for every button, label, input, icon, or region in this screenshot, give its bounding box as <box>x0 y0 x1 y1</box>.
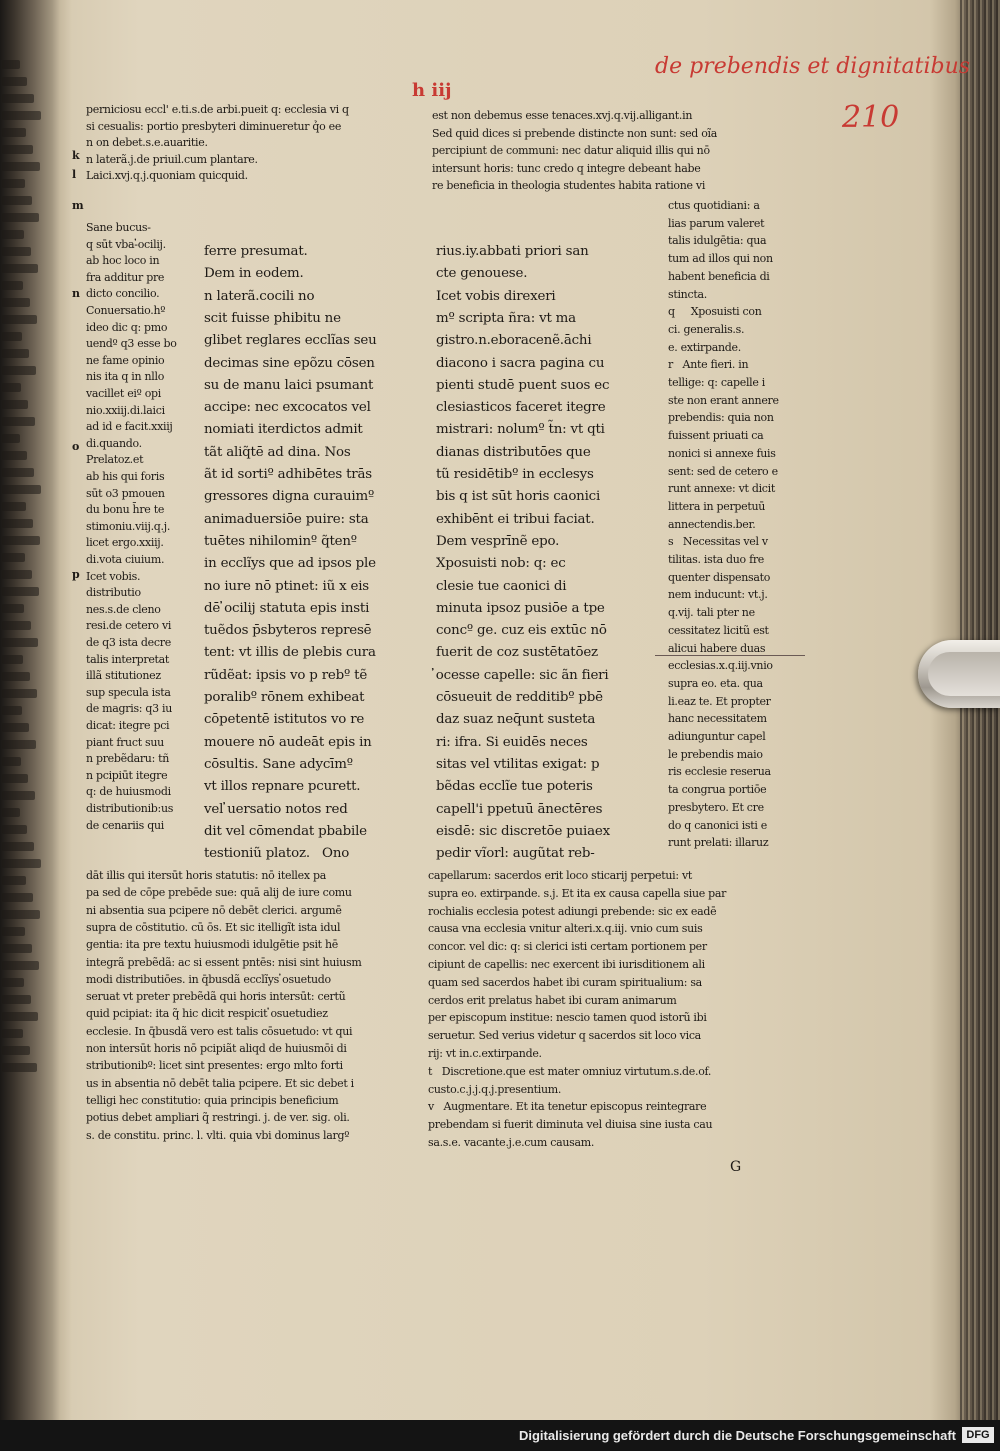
right-foot-line: v Augmentare. Et ita tenetur episcopus reintegrare <box>428 1100 707 1114</box>
left-text-line: tãt aliq̃tē ad dina. Nos <box>204 444 351 460</box>
left-text-line: gressores digna curauimº <box>204 489 375 505</box>
bleed-line <box>2 859 41 868</box>
left-text-line: tent: vt illis de plebis cura <box>204 645 376 661</box>
right-gloss-line: habent beneficia di <box>668 269 770 283</box>
right-foot-line: prebendam si fuerit diminuta vel diuisa sine iusta cau <box>428 1118 713 1132</box>
left-gloss-line: Conuersatio.hº <box>86 304 166 317</box>
left-head-line: perniciosu eccl' e.ti.s.de arbi.pueit q: ecclesia vi q <box>86 103 349 116</box>
footer-credit: Digitalisierung gefördert durch die Deutsche Forschungsgemeinschaft <box>518 1428 956 1443</box>
bleed-line <box>2 842 34 851</box>
left-gloss-line: Icet vobis. <box>86 569 141 583</box>
left-text-line: dē ̓ocilij statuta epis insti <box>204 600 370 616</box>
right-text-line: Icet vobis direxeri <box>436 288 556 304</box>
right-text-line: gistro.n.eboracenẽ.āchi <box>436 333 592 349</box>
gloss-marker: k <box>72 149 80 162</box>
left-gloss-line: dicto concilio. <box>86 287 160 301</box>
right-gloss-line: le prebendis maio <box>668 747 763 761</box>
right-text-line: rius.iy.abbati priori san <box>436 244 589 259</box>
right-foot-line: concor. vel dic: q: si clerici isti certam portionem per <box>428 940 707 954</box>
left-gloss-line: sup specula ista <box>86 685 171 699</box>
right-text-line: Dem vesprīnẽ epo. <box>436 533 560 549</box>
left-gloss-line: piant fruct suu <box>86 735 164 749</box>
right-gloss-line: s Necessitas vel v <box>668 535 768 549</box>
right-text-line: daz suaz neq̄unt susteta <box>436 712 596 728</box>
bleed-line <box>2 111 41 120</box>
gloss-marker: l <box>72 168 76 181</box>
left-text-line: mouere nō audeāt epis in <box>204 734 372 750</box>
right-text-line: ̓ocesse capelle: sic ãn fieri <box>436 667 609 683</box>
left-foot-line: supra de cōstitutio. cū ōs. Et sic itelligı̃t ista idul <box>86 920 341 934</box>
right-text-line: diacono i sacra pagina cu <box>436 355 605 371</box>
left-gloss-line: de q3 ista decre <box>86 636 171 649</box>
left-gloss-line: n prebẽdaru: tñ <box>86 752 170 766</box>
bleed-line <box>2 485 41 494</box>
bleed-line <box>2 740 36 749</box>
right-head-line: est non debemus esse tenaces.xvj.q.vij.alligant.in <box>432 109 693 122</box>
bleed-line <box>2 281 23 290</box>
bleed-line <box>2 1063 37 1072</box>
left-gloss-line: di.vota ciuium. <box>86 553 165 566</box>
left-text-line: no iure nō ptinet: iũ x eis <box>204 578 369 594</box>
left-head-line: n on debet.s.e.auaritie. <box>86 136 208 150</box>
right-gloss-line: ris ecclesie reserua <box>668 765 771 779</box>
left-gloss-line: du bonu h̄re te <box>86 503 165 517</box>
bleed-line <box>2 723 29 732</box>
right-text-line: cōsueuit de redditibº pbē <box>436 690 603 705</box>
left-text-line: nomiati iterdictos admit <box>204 422 363 438</box>
left-foot-line: stributionibº: licet sint presentes: ergo mlto forti <box>86 1059 343 1073</box>
bleed-line <box>2 774 28 783</box>
bleed-line <box>2 570 32 579</box>
right-foot-line: per episcopum institue: nescio tamen quod istorũ ibi <box>428 1011 707 1025</box>
right-foot-line: cipiunt de capellis: nec exercent ibi iurisditionem ali <box>428 958 705 971</box>
left-gloss-line: uendº q3 esse bo <box>86 337 177 351</box>
right-text-line: eisdē: sic discretōe puiaex <box>436 823 610 839</box>
right-gloss-line: sent: sed de cetero e <box>668 464 778 478</box>
left-gloss-line: nis ita q in nllo <box>86 370 165 384</box>
left-foot-line: s. de constitu. princ. l. vlti. quia vbi dominus largº <box>86 1128 350 1142</box>
left-text-line: vel ̓uersatio notos red <box>204 801 348 817</box>
left-text-line: rũdẽat: ipsis vo p rebº tẽ <box>204 667 368 683</box>
left-foot-line: dāt illis qui itersūt horis statutis: nō itellex pa <box>86 869 326 882</box>
left-gloss-line: talis interpretat <box>86 652 170 666</box>
right-gloss-line: tilitas. ista duo fre <box>668 553 765 566</box>
gloss-marker: p <box>72 568 80 581</box>
bleed-line <box>2 1046 30 1055</box>
right-text-line: mº scripta ñra: vt ma <box>436 310 576 326</box>
left-text-line: testioniũ platoz. Ono <box>204 846 350 862</box>
left-foot-line: quid pcipiat: ita q̃ hic dicit respicit ̓osuetudiez <box>86 1007 328 1021</box>
right-foot-line: capellarum: sacerdos erit loco sticarij perpetui: vt <box>428 869 693 882</box>
page-edge-stack <box>960 0 1000 1420</box>
right-text-line: clesiasticos faceret itegre <box>436 400 606 416</box>
left-gloss-line: licet ergo.xxiij. <box>86 536 164 550</box>
bleed-line <box>2 1029 23 1038</box>
bleed-line <box>2 655 23 664</box>
left-gloss-line: de magris: q3 iu <box>86 702 173 716</box>
bleed-line <box>2 349 29 358</box>
right-gloss-line: ecclesias.x.q.iij.vnio <box>668 659 773 673</box>
left-foot-line: potius debet ampliari q̃ restringi. j. de ver. sig. oli. <box>86 1111 350 1125</box>
right-foot-line: sa.s.e. vacante.j.e.cum causam. <box>428 1136 595 1149</box>
right-gloss-line: alicui habere duas <box>668 641 766 655</box>
left-foot-line: telligi hec constitutio: quia principis beneficium <box>86 1093 339 1107</box>
left-text-line: su de manu laici psumant <box>204 377 374 393</box>
left-page-edge <box>0 0 56 1420</box>
bleed-line <box>2 961 39 970</box>
right-text-line: clesie tue caonici di <box>436 578 567 594</box>
right-gloss-line: littera in perpetuū <box>668 499 766 513</box>
left-text-line: ãt id sortiº adhibētes trās <box>204 467 372 482</box>
right-text-line: fuerit de coz sustētatōez <box>436 645 598 661</box>
left-head-line: Laici.xvj.q.j.quoniam quicquid. <box>86 169 248 183</box>
bleed-line <box>2 366 36 375</box>
left-foot-line: modi distributiōes. in q̄busdã ecclı̃ys ̓osuetudo <box>86 972 331 986</box>
left-text-line: dit vel cōmendat pbabile <box>204 823 367 839</box>
bleed-line <box>2 536 40 545</box>
right-gloss-line: presbytero. Et cre <box>668 800 764 814</box>
left-foot-line: seruat vt preter prebẽdã qui horis intersūt: certũ <box>86 990 346 1004</box>
right-text-line: minuta ipsoz pusiōe a tpe <box>436 600 605 616</box>
left-gloss-line: q sūt vba-̓ocilij. <box>86 237 166 251</box>
right-gloss-line: ta congrua portiōe <box>668 783 767 797</box>
bleed-line <box>2 502 26 511</box>
left-gloss-line: ne fame opinio <box>86 353 165 367</box>
right-gloss-line: supra eo. eta. qua <box>668 676 763 690</box>
right-gloss-line: quenter dispensato <box>668 570 771 584</box>
bleed-line <box>2 60 20 69</box>
left-head-line: n laterã.j.de priuil.cum plantare. <box>86 152 258 166</box>
bleed-line <box>2 553 25 562</box>
left-gloss-line: ab his qui foris <box>86 470 165 483</box>
right-head-line: percipiunt de communi: nec datur aliquid illis qui nō <box>432 144 710 157</box>
right-gloss-line: ctus quotidiani: a <box>668 199 760 212</box>
signature-bottom: G <box>730 1159 742 1175</box>
left-foot-line: ni absentia sua pcipere nō debēt clerici. argumē <box>86 903 342 917</box>
right-foot-line: rij: vt in.c.extirpande. <box>428 1047 542 1060</box>
left-foot-line: ecclesie. In q̄busdã vero est talis cōsuetudo: vt qui <box>86 1024 353 1038</box>
bleed-line <box>2 94 34 103</box>
bleed-line <box>2 1012 38 1021</box>
left-text-line: scit fuisse phibitu ne <box>204 310 341 326</box>
bleed-line <box>2 128 26 137</box>
bleed-line <box>2 230 24 239</box>
bleed-line <box>2 247 31 256</box>
left-gloss-line: distributionib:us <box>86 802 174 815</box>
right-gloss-line: talis idulgētia: qua <box>668 234 767 248</box>
bleed-line <box>2 944 32 953</box>
left-gloss-line: resi.de cetero vi <box>86 619 172 633</box>
bleed-line <box>2 451 27 460</box>
left-gloss-line: Prelatoz.et <box>86 453 144 467</box>
left-gloss-line: ab hoc loco in <box>86 254 160 268</box>
footer-bar <box>0 1420 1000 1451</box>
left-text-line: cōpetentē istitutos vo re <box>204 712 365 728</box>
right-text-line: dianas distributōes que <box>436 444 591 460</box>
bleed-line <box>2 621 31 630</box>
right-gloss-line: cessitatez licitũ est <box>668 623 769 637</box>
left-gloss-line: vacillet eiº opi <box>86 387 161 400</box>
bleed-line <box>2 417 35 426</box>
bleed-line <box>2 315 37 324</box>
bleed-line <box>2 978 24 987</box>
left-text-line: cōsultis. Sane adycīmº <box>204 756 353 772</box>
left-text-line: accipe: nec excocatos vel <box>204 400 371 416</box>
right-gloss-line: adiunguntur capel <box>668 730 766 743</box>
left-gloss-line: Sane bucus- <box>86 221 151 234</box>
manuscript-underline <box>655 655 805 656</box>
right-gloss-line: runt prelati: illaruz <box>668 836 769 850</box>
right-foot-line: seruetur. Sed verius videtur q sacerdos sit loco vica <box>428 1029 701 1043</box>
right-head-line: intersunt horis: tunc credo q integre debeant habe <box>432 161 701 175</box>
bleed-line <box>2 808 20 817</box>
bleed-line <box>2 706 22 715</box>
right-gloss-line: nonici si annexe fuis <box>668 446 776 460</box>
left-text-line: glibet reglares ecclı̃as seu <box>204 333 377 349</box>
left-gloss-line: ideo dic q: pmo <box>86 320 168 334</box>
right-gloss-line: tum ad illos qui non <box>668 252 773 266</box>
folio-number: 210 <box>842 100 900 135</box>
right-gloss-line: ste non erant annere <box>668 393 779 407</box>
right-gloss-line: hanc necessitatem <box>668 712 767 726</box>
right-foot-line: t Discretione.que est mater omniuz virtutum.s.de.of. <box>428 1064 712 1078</box>
handwritten-title-annotation: de prebendis et dignitatibus <box>655 54 971 79</box>
bleed-line <box>2 893 33 902</box>
right-gloss-line: annectendis.ber. <box>668 517 756 531</box>
right-gloss-line: ci. generalis.s. <box>668 322 745 336</box>
right-text-line: exhibēnt ei tribui faciat. <box>436 511 595 527</box>
right-gloss-line: nem inducunt: vt.j. <box>668 588 768 602</box>
left-gloss-line: nes.s.de cleno <box>86 602 161 616</box>
left-gloss-line: fra additur pre <box>86 270 165 284</box>
right-gloss-line: fuissent priuati ca <box>668 429 764 443</box>
right-text-line: pienti studē puent suos ec <box>436 377 610 393</box>
left-head-line: si cesualis: portio presbyteri diminueretur q̉o ee <box>86 119 342 133</box>
signature-mark: h iij <box>412 80 452 101</box>
left-gloss-line: ad id e facit.xxiij <box>86 420 173 434</box>
bleed-line <box>2 672 30 681</box>
right-head-line: Sed quid dices si prebende distincte non sunt: sed oı̃a <box>432 126 718 140</box>
left-text-line: Dem in eodem. <box>204 266 304 282</box>
right-text-line: pedir vĩorl: augũtat reb- <box>436 846 595 862</box>
right-text-line: concº ge. cuz eis extūc nō <box>436 623 607 639</box>
bleed-line <box>2 995 31 1004</box>
bleed-line <box>2 876 26 885</box>
dfg-logo: DFG <box>962 1427 994 1443</box>
bleed-line <box>2 383 21 392</box>
right-gloss-line: e. extirpande. <box>668 340 741 354</box>
right-gloss-line: runt annexe: vt dicit <box>668 482 775 496</box>
left-text-line: ferre presumat. <box>204 244 308 259</box>
left-foot-line: non intersūt horis nō pcipiãt aliqd de huiusmōi di <box>86 1042 347 1055</box>
right-foot-line: cerdos erit prelatus habet ibi curam animarum <box>428 993 677 1007</box>
right-gloss-line: prebendis: quia non <box>668 411 774 425</box>
left-gloss-line: dicat: itegre pci <box>86 719 170 732</box>
left-text-line: poralibº rōnem exhibeat <box>204 690 365 705</box>
bleed-line <box>2 77 27 86</box>
left-gloss-line: q: de huiusmodi <box>86 785 171 799</box>
left-foot-line: gentia: ita pre textu huiusmodi idulgētie psit hē <box>86 938 338 952</box>
bleed-line <box>2 179 25 188</box>
right-text-line: tũ residētibº in ecclesys <box>436 467 594 482</box>
left-text-line: animaduersiōe puire: sta <box>204 511 369 527</box>
page-clip <box>918 640 1000 708</box>
bleed-line <box>2 791 35 800</box>
bleed-line <box>2 825 27 834</box>
right-text-line: cte genouese. <box>436 266 528 282</box>
bleed-line <box>2 162 40 171</box>
bleed-line <box>2 689 37 698</box>
bleed-line <box>2 145 33 154</box>
left-text-line: n laterã.cocili no <box>204 288 315 304</box>
bleed-line <box>2 519 33 528</box>
left-foot-line: integrã prebẽdã: ac si essent pntēs: nisi sint huiusm <box>86 955 362 969</box>
bleed-line <box>2 298 30 307</box>
left-foot-line: us in absentia nō debēt talia pcipere. Et sic debet i <box>86 1076 354 1090</box>
right-gloss-line: r Ante fieri. in <box>668 358 749 372</box>
right-foot-line: rochialis ecclesia potest adiungi prebende: sic ex eadē <box>428 904 717 918</box>
bleed-line <box>2 434 20 443</box>
right-gloss-line: tellige: q: capelle i <box>668 376 766 389</box>
right-gloss-line: q Xposuisti con <box>668 305 762 319</box>
left-foot-line: pa sed de cōpe prebēde sue: quā alij de iure comu <box>86 886 352 900</box>
right-text-line: sitas vel vtilitas exigat: p <box>436 756 600 772</box>
bleed-line <box>2 400 28 409</box>
right-foot-line: causa vna ecclesia vnitur alteri.x.q.iij. vnio cum suis <box>428 922 703 936</box>
gloss-marker: m <box>72 199 84 212</box>
bleed-line <box>2 927 25 936</box>
right-gloss-line: lias parum valeret <box>668 216 765 230</box>
bleed-line <box>2 638 38 647</box>
left-gloss-line: stimoniu.viij.q.j. <box>86 519 171 533</box>
left-text-line: vt illos repnare pcurett. <box>204 779 361 795</box>
bleed-line <box>2 587 39 596</box>
right-text-line: bẽdas ecclı̃e tue poteris <box>436 779 593 795</box>
left-gloss-line: n pcipiūt itegre <box>86 768 168 782</box>
right-text-line: Xposuisti nob: q: ec <box>436 556 566 572</box>
left-text-line: decimas sine epõzu cōsen <box>204 355 375 371</box>
right-text-line: bis q ist sūt horis caonici <box>436 489 601 505</box>
bleed-line <box>2 196 32 205</box>
left-text-line: tuẽdos p̄sbyteros represē <box>204 623 372 639</box>
left-gloss-line: illã stitutionez <box>86 669 161 683</box>
bleed-line <box>2 757 21 766</box>
right-foot-line: quam sed sacerdos habet ibi curam spiritualium: sa <box>428 975 702 989</box>
gloss-marker: n <box>72 287 80 300</box>
right-foot-line: supra eo. extirpande. s.j. Et ita ex causa capella siue par <box>428 886 727 900</box>
right-gloss-line: do q canonici isti e <box>668 818 768 832</box>
right-head-line: re beneficia in theologia studentes habita ratione vi <box>432 179 706 192</box>
gloss-marker: o <box>72 440 80 453</box>
right-gloss-line: li.eaz te. Et propter <box>668 694 771 708</box>
bleed-line <box>2 604 24 613</box>
right-foot-line: custo.c.j.j.q.j.presentium. <box>428 1082 562 1096</box>
left-text-line: in ecclı̃ys que ad ipsos ple <box>204 556 376 572</box>
right-text-line: mistrari: nolumº t̃n: vt qti <box>436 422 605 438</box>
left-text-line: tuētes nihilominº q̃tenº <box>204 533 357 549</box>
left-gloss-line: di.quando. <box>86 436 142 450</box>
bleed-line <box>2 910 40 919</box>
bleed-line <box>2 468 34 477</box>
right-text-line: capell'i ppetuū ānectēres <box>436 801 603 817</box>
left-gloss-line: sūt o3 pmouen <box>86 486 165 500</box>
left-gloss-line: distributio <box>86 586 141 600</box>
bleed-line <box>2 213 39 222</box>
right-gloss-line: q.vij. tali pter ne <box>668 606 755 620</box>
bleed-line <box>2 264 38 273</box>
right-gloss-line: stincta. <box>668 287 707 301</box>
left-gloss-line: de cenariis qui <box>86 818 164 832</box>
left-gloss-line: nio.xxiij.di.laici <box>86 403 165 417</box>
right-text-line: ri: ifra. Si euidēs neces <box>436 734 588 750</box>
bleed-line <box>2 332 22 341</box>
